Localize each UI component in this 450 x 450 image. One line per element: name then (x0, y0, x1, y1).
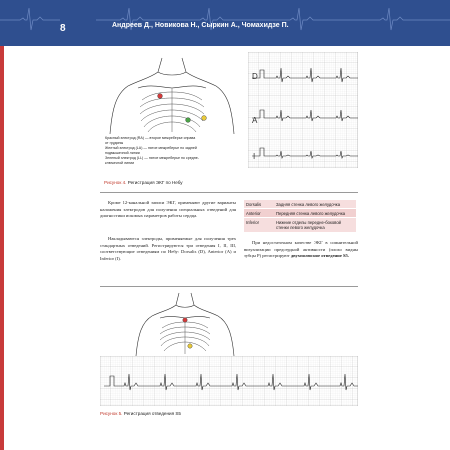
table-cell-description: Задняя стенка левого желудочка (274, 200, 356, 209)
torso-s5-illustration (130, 290, 240, 356)
figure4-divider (100, 192, 358, 193)
table-row (244, 218, 356, 232)
side-accent-strip (0, 46, 4, 450)
table-cell-description: Передняя стенка левого желудочка (274, 209, 356, 218)
table-cell-lead: Dorsalis (244, 200, 274, 209)
paragraph-s5-text: При недостаточном качестве ЭКГ в сомнительной визуализации предсердной активности (плохо видны зубцы P) регистрируют (244, 240, 358, 259)
electrode-s5-lower-marker (188, 344, 192, 348)
electrode-note: от грудины (105, 141, 124, 145)
section-divider (100, 286, 358, 287)
lead-label-i: I (253, 152, 256, 161)
figure4-caption-label: Рисунок 4. (104, 180, 127, 185)
paragraph-s5 (244, 240, 358, 260)
electrode-notes (105, 136, 199, 166)
figure4-caption (104, 180, 183, 185)
paragraph-electrodes: Накладываются электроды, применяемые для получения трех стандартных отведений. Регистрируются три отведения I, II, III, соответствующие отведениям по Небу: Dorsalis (D), Anterior (A) и Inferior (I). (100, 236, 236, 261)
running-head-authors: Андреев Д., Новикова Н., Сыркин А., Чомахидзе П. (112, 22, 289, 29)
electrode-la-marker (202, 116, 207, 121)
electrode-ra-marker (158, 94, 163, 99)
electrode-note: подмышечной линии (105, 151, 140, 155)
figure4-caption-text: Регистрация ЭКГ по Небу (127, 180, 183, 185)
electrode-s5-upper-marker (183, 318, 187, 322)
table-row (244, 200, 356, 209)
electrode-note: Желтый электрод (LA) — пятое межреберье по задней (105, 146, 197, 150)
ecg-strip-neb-leads (248, 52, 358, 168)
table-row (244, 209, 356, 218)
paragraph-s5-bold: двухполюсное отведение S5. (290, 253, 350, 259)
figure5-caption-label: Рисунок 5. (100, 411, 123, 416)
lead-label-a: A (252, 116, 258, 125)
electrode-note: Красный электрод (RA) — второе межреберье справа (105, 136, 196, 140)
paragraph-intro: Кроме 12-канальной записи ЭКГ, применяют другие варианты наложения электродов для получения специальных отведений для диагностики искомых параметров работы сердца. (100, 200, 236, 219)
figure5-caption (100, 411, 181, 416)
neb-leads-table (244, 200, 356, 233)
torso-electrode-illustration (100, 54, 240, 134)
table-cell-lead: Anterior (244, 209, 274, 218)
page-number: 8 (60, 23, 66, 34)
ecg-strip-s5 (100, 356, 358, 406)
electrode-ll-marker (186, 118, 191, 123)
table-cell-description: Нижние отделы передне-боковой стенки левого желудочка (274, 218, 356, 232)
table-cell-lead: Inferior (244, 218, 274, 232)
figure5-caption-text: Регистрация отведения S5 (123, 411, 181, 416)
lead-label-d: D (252, 72, 258, 81)
electrode-note: ключичной линии (105, 161, 135, 165)
electrode-note: Зеленый электрод (LL) — пятое межреберье по средне- (105, 156, 199, 160)
